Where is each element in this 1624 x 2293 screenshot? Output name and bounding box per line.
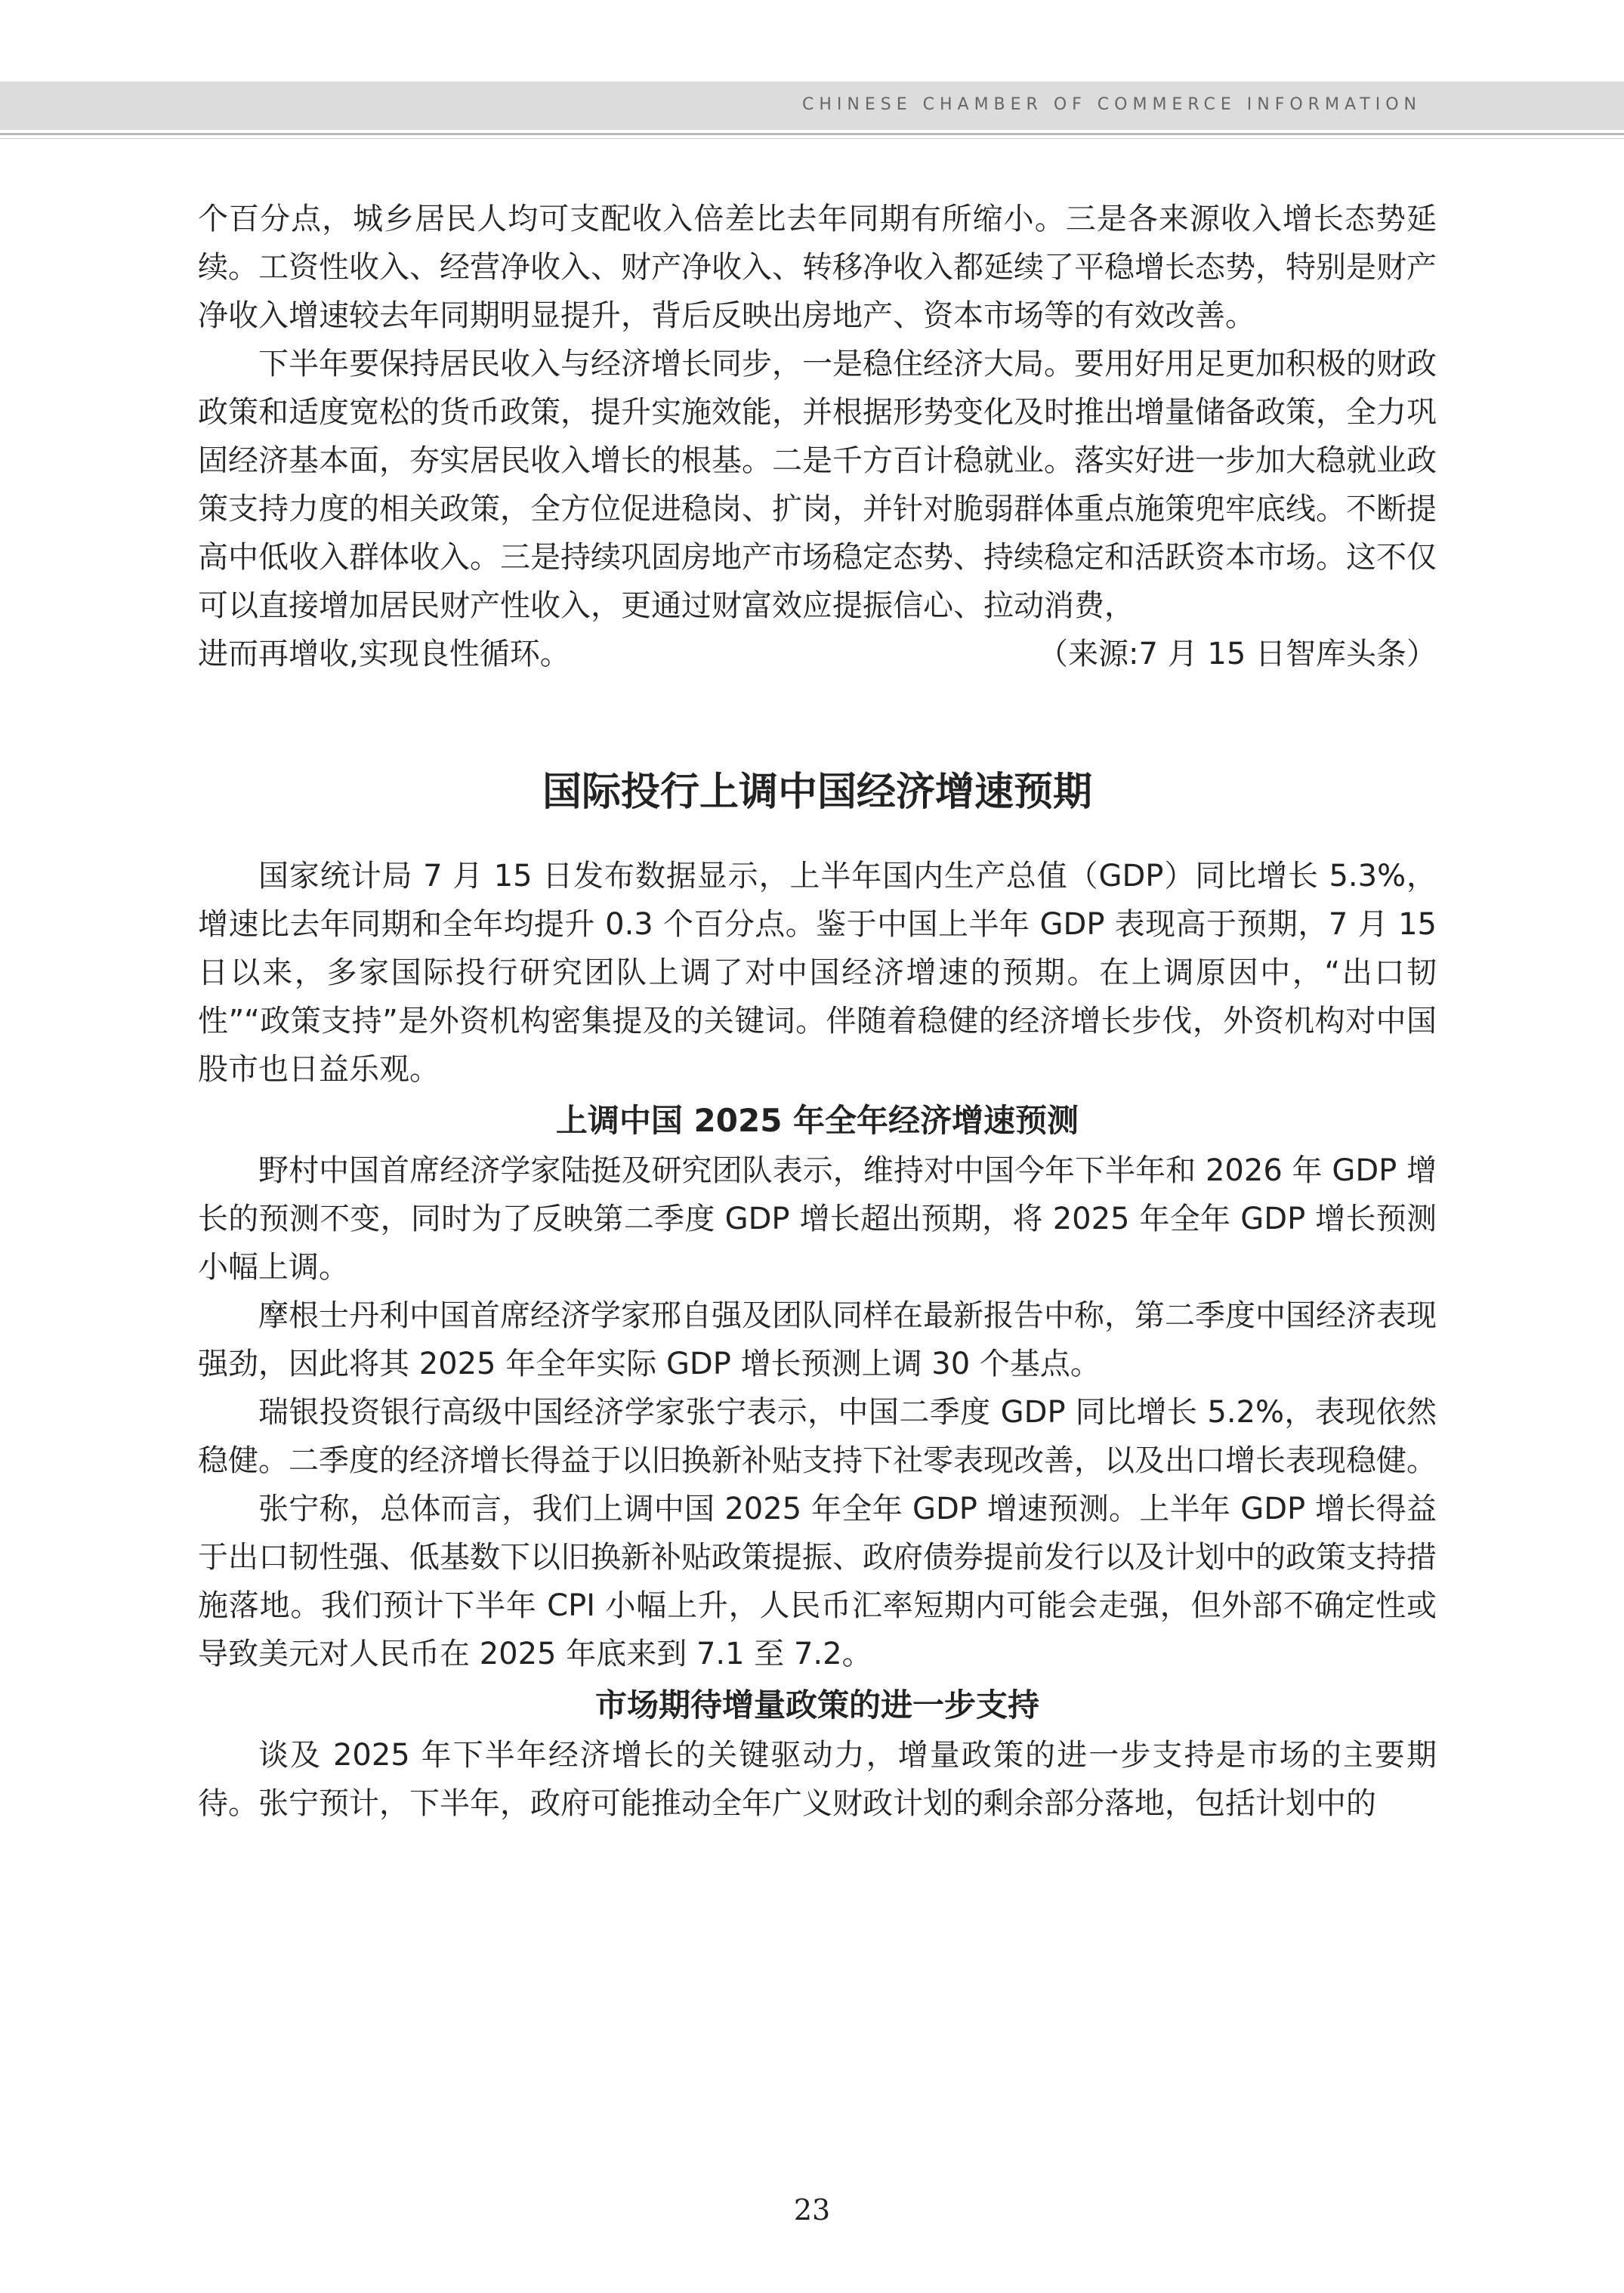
header-rule-thin: [0, 138, 1624, 139]
section1-paragraph: 摩根士丹利中国首席经济学家邢自强及团队同样在最新报告中称，第二季度中国经济表现强劲，因此将其 2025 年全年实际 GDP 增长预测上调 30 个基点。: [198, 1298, 1437, 1381]
running-header: CHINESE CHAMBER OF COMMERCE INFORMATION: [802, 95, 1422, 114]
section-heading-forecast: 上调中国 2025 年全年经济增速预测: [555, 1102, 1079, 1139]
prev-article-last-line: 进而再增收,实现良性循环。: [198, 637, 570, 671]
prev-article-paragraph-continued: 个百分点，城乡居民人均可支配收入倍差比去年同期有所缩小。三是各来源收入增长态势延续。工资性收入、经营净收入、财产净收入、转移净收入都延续了平稳增长态势，特别是财产净收入增速较去年同期明显提升，背后反映出房地产、资本市场等的有效改善。: [198, 202, 1437, 333]
prev-article-paragraph: 下半年要保持居民收入与经济增长同步，一是稳住经济大局。要用好用足更加积极的财政政策和适度宽松的货币政策，提升实施效能，并根据形势变化及时推出增量储备政策，全力巩固经济基本面，夯实居民收入增长的根基。二是千方百计稳就业。落实好进一步加大稳就业政策支持力度的相关政策，全方位促进稳岗、扩岗，并针对脆弱群体重点施策兜牢底线。不断提高中低收入群体收入。三是持续巩固房地产市场稳定态势、持续稳定和活跃资本市场。这不仅可以直接增加居民财产性收入，更通过财富效应提振信心、拉动消费，: [198, 347, 1437, 623]
article-intro: 国家统计局 7 月 15 日发布数据显示，上半年国内生产总值（GDP）同比增长 5.3%，增速比去年同期和全年均提升 0.3 个百分点。鉴于中国上半年 GDP 表现高于预期，7 月 15 日以来，多家国际投行研究团队上调了对中国经济增速的预期。在上调原因中，“出口韧性”“政策支持”是外资机构密集提及的关键词。伴随着稳健的经济增长步伐，外资机构对中国股市也日益乐观。: [198, 859, 1437, 1087]
section1-paragraph: 瑞银投资银行高级中国经济学家张宁表示，中国二季度 GDP 同比增长 5.2%，表现依然稳健。二季度的经济增长得益于以旧换新补贴支持下社零表现改善，以及出口增长表现稳健。: [198, 1395, 1437, 1478]
section2-paragraph: 谈及 2025 年下半年经济增长的关键驱动力，增量政策的进一步支持是市场的主要期待。张宁预计，下半年，政府可能推动全年广义财政计划的剩余部分落地，包括计划中的: [198, 1738, 1437, 1821]
article-title: 国际投行上调中国经济增速预期: [542, 770, 1092, 815]
page-content: [198, 195, 1437, 1828]
page-number: 23: [793, 2193, 831, 2227]
section1-paragraph: 野村中国首席经济学家陆挺及研究团队表示，维持对中国今年下半年和 2026 年 GDP 增长的预测不变，同时为了反映第二季度 GDP 增长超出预期，将 2025 年全年 GDP 增长预测小幅上调。: [198, 1153, 1437, 1285]
section1-paragraph: 张宁称，总体而言，我们上调中国 2025 年全年 GDP 增速预测。上半年 GDP 增长得益于出口韧性强、低基数下以旧换新补贴政策提振、政府债券提前发行以及计划中的政策支持措施落地。我们预计下半年 CPI 小幅上升，人民币汇率短期内可能会走强，但外部不确定性或导致美元对人民币在 2025 年底来到 7.1 至 7.2。: [198, 1492, 1437, 1671]
section-heading-policy: 市场期待增量政策的进一步支持: [594, 1687, 1039, 1724]
source-citation: （来源:7 月 15 日智库头条）: [1038, 637, 1437, 671]
header-rule: [0, 133, 1624, 135]
prev-article-closing-line: [198, 630, 1437, 678]
